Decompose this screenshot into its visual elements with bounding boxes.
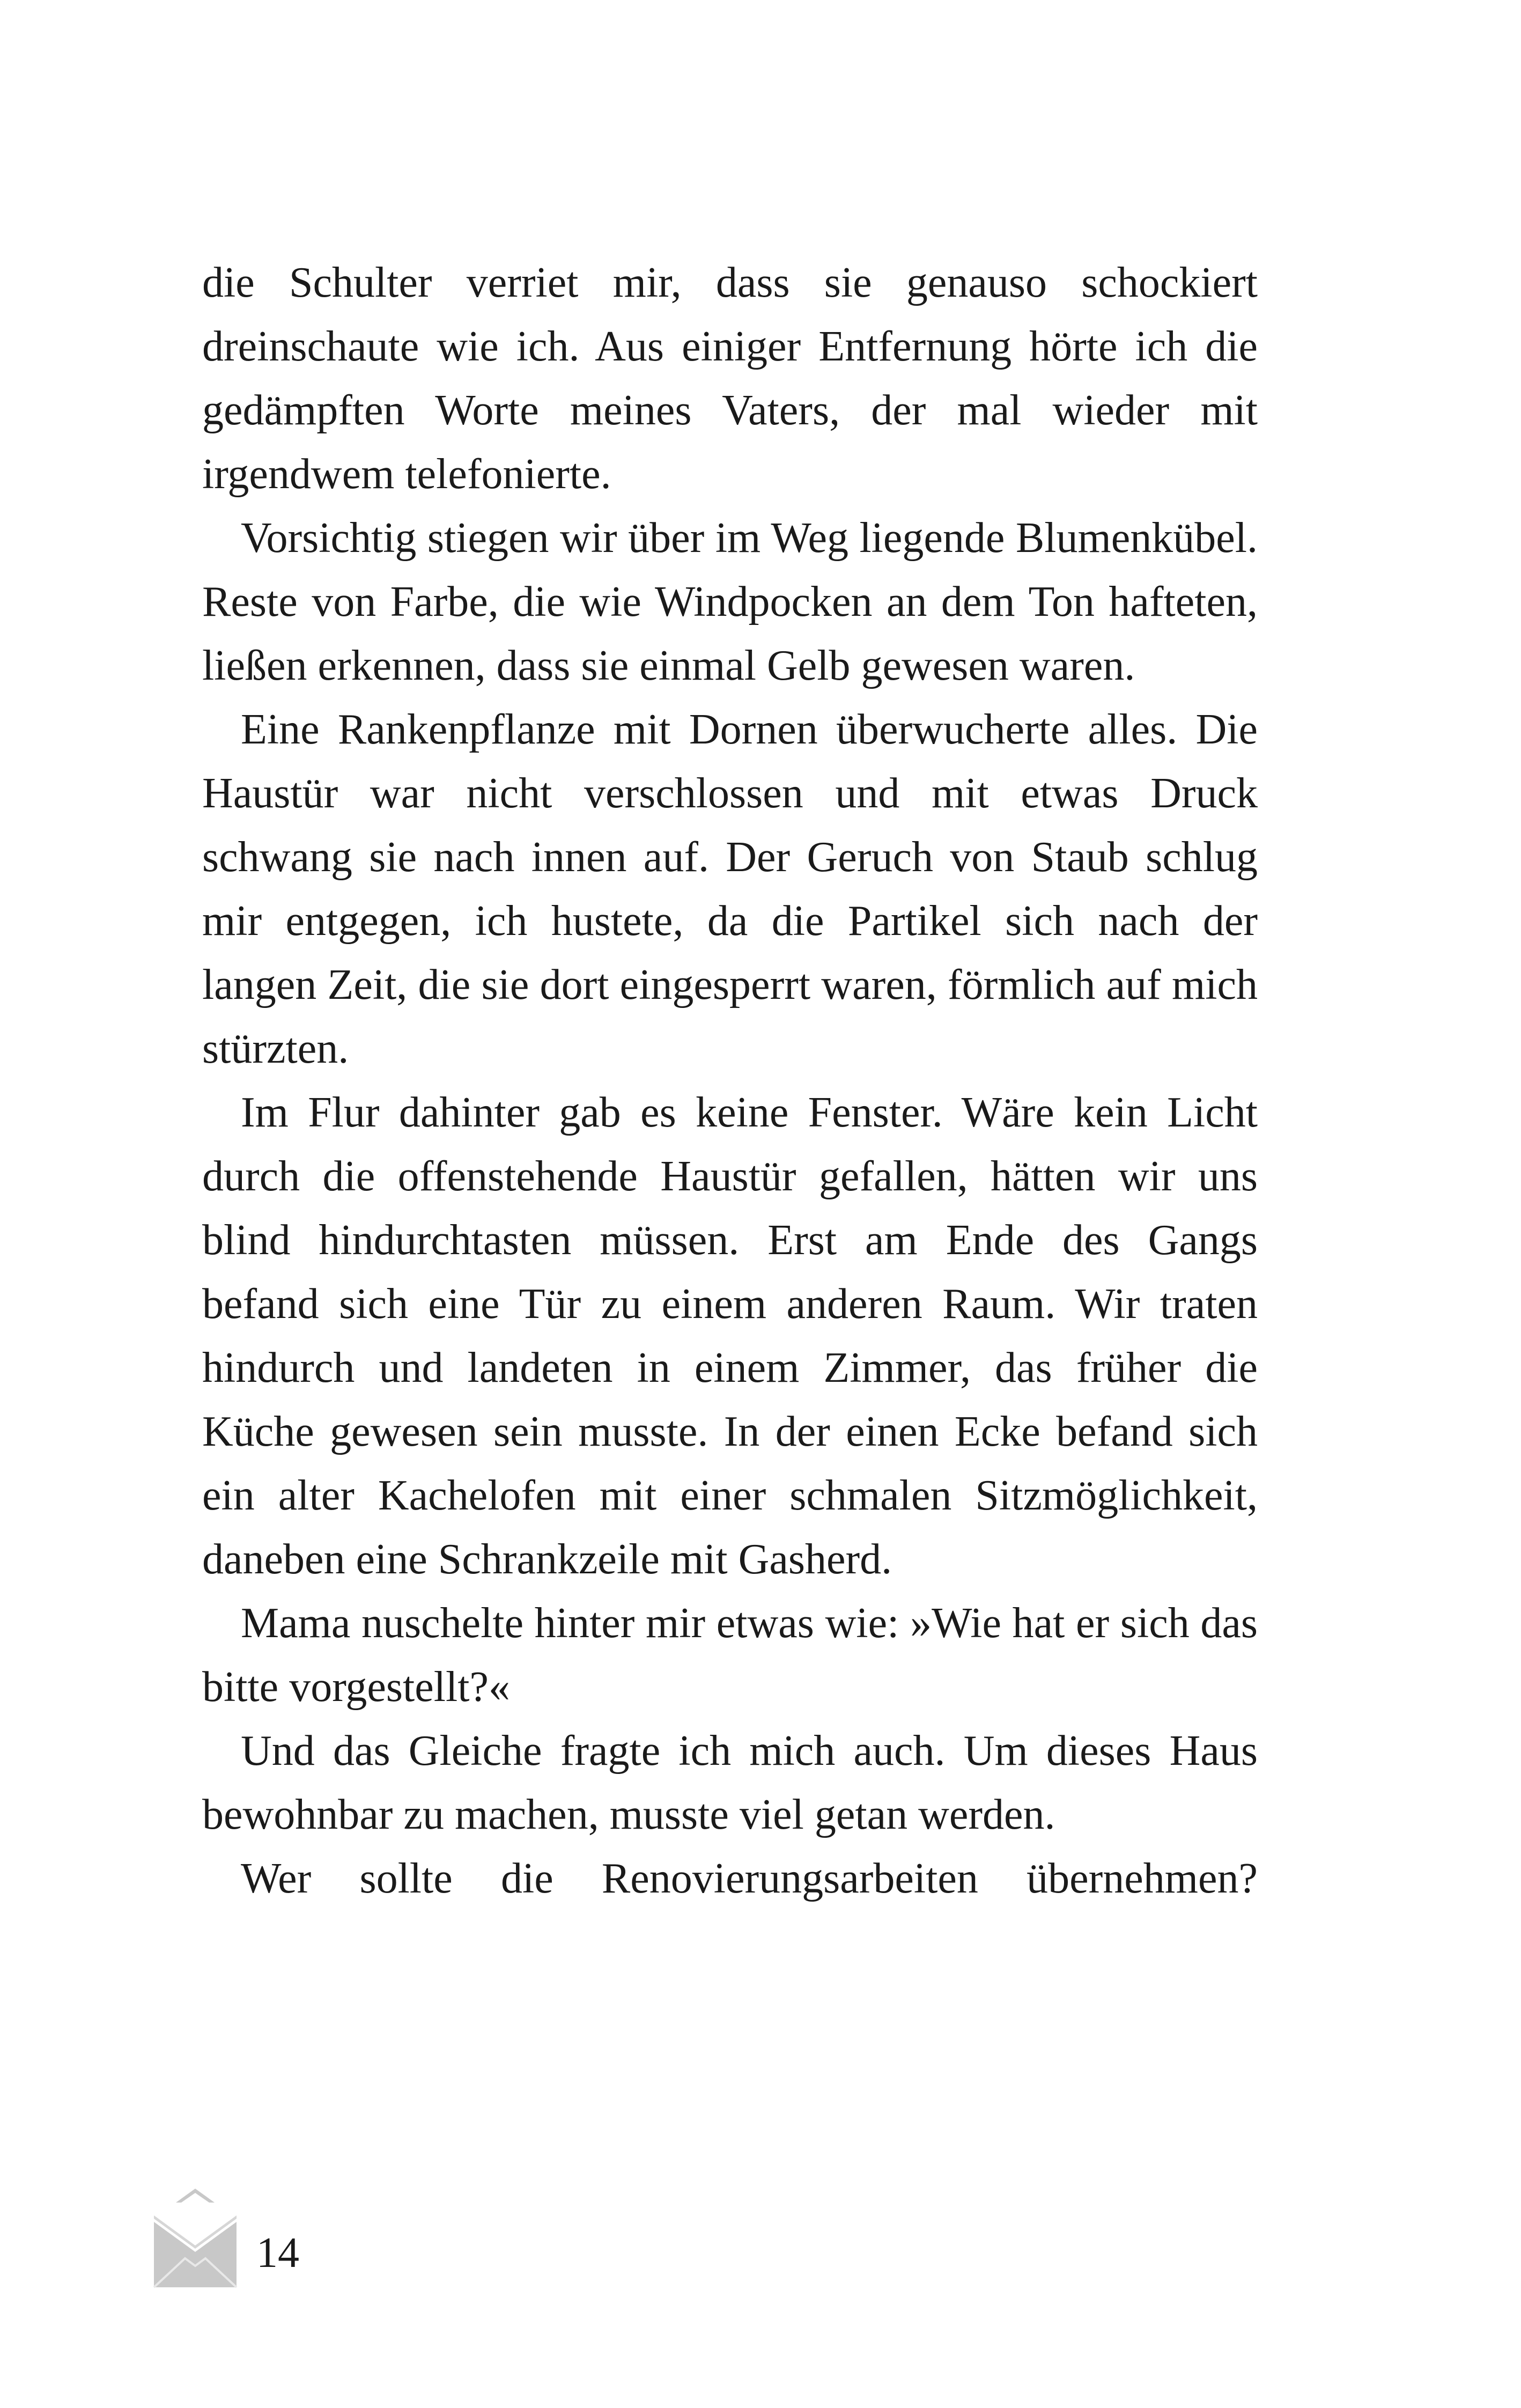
paragraph-3: Eine Rankenpflanze mit Dornen überwucherte alles. Die Haustür war nicht verschlossen und mit etwas Druck schwang sie nach innen auf. Der Geruch von Staub schlug mir entgegen, ich hustete, da die Partikel sich nach der langen Zeit, die sie dort eingesperrt waren, förmlich auf mich stürzten. [202, 706, 1258, 1072]
page-number: 14 [256, 2229, 299, 2277]
paragraph-2: Vorsichtig stiegen wir über im Weg liegende Blumenkübel. Reste von Farbe, die wie Windpocken an dem Ton hafteten, ließen erkennen, dass sie einmal Gelb gewesen waren. [202, 514, 1258, 689]
paragraph-4: Im Flur dahinter gab es keine Fenster. Wäre kein Licht durch die offenstehende Haustür gefallen, hätten wir uns blind hindurchtasten müssen. Erst am Ende des Gangs befand sich eine Tür zu einem anderen Raum. Wir traten hindurch und landeten in einem Zimmer, das früher die Küche gewesen sein musste. In der einen Ecke befand sich ein alter Kachelofen mit einer schmalen Sitzmöglichkeit, daneben eine Schrankzeile mit Gasherd. [202, 1089, 1258, 1583]
paragraph-6: Und das Gleiche fragte ich mich auch. Um dieses Haus bewohnbar zu machen, musste viel getan werden. [202, 1727, 1258, 1838]
paragraph-7: Wer sollte die Renovierungsarbeiten übernehmen? [241, 1855, 1258, 1902]
paragraph-1: die Schulter verriet mir, dass sie genauso schockiert dreinschaute wie ich. Aus einiger Entfernung hörte ich die gedämpften Worte meines Vaters, der mal wieder mit irgendwem telefonierte. [202, 259, 1258, 498]
envelope-icon [152, 2183, 239, 2291]
body-text [202, 251, 1258, 1911]
paragraph-5: Mama nuschelte hinter mir etwas wie: »Wie hat er sich das bitte vorgestellt?« [202, 1600, 1258, 1711]
page-footer [152, 2183, 366, 2291]
